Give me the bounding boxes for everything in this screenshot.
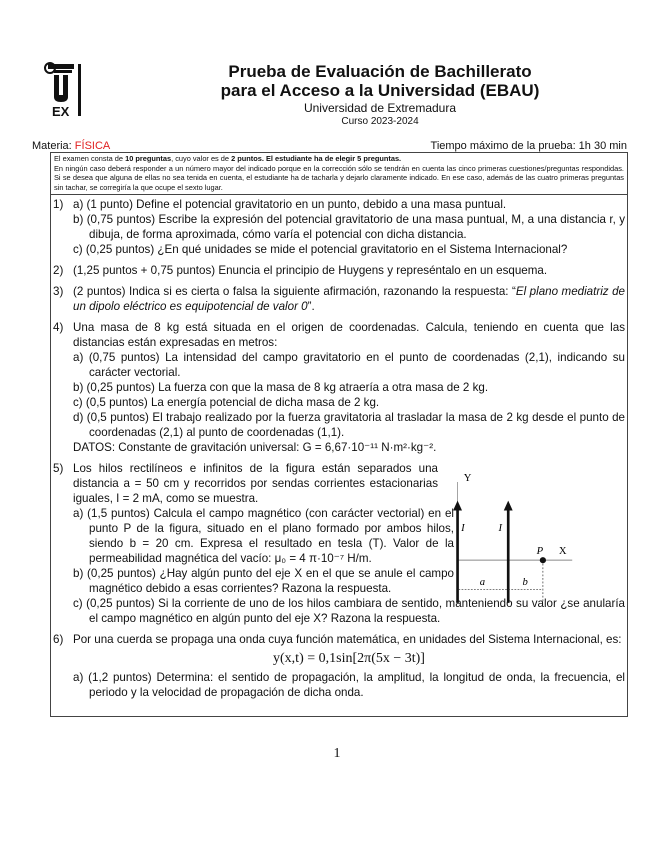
question-1 bbox=[53, 197, 625, 257]
course: Curso 2023-2024 bbox=[341, 116, 419, 127]
subject-line bbox=[32, 140, 110, 152]
q3-end: ”. bbox=[307, 300, 315, 313]
q6-a: a) (1,2 puntos) Determina: el sentido de propagación, la amplitud, la longitud de onda, la frecuencia, el periodo y la velocidad de propagación de dicha onda. bbox=[73, 671, 625, 699]
q5-b: b) (0,25 puntos) ¿Hay algún punto del eje X en el que se anule el campo magnético debido a esas corrientes? Razona la respuesta. bbox=[73, 567, 454, 595]
question-4 bbox=[53, 320, 625, 455]
q4-c: c) (0,5 puntos) La energía potencial de dicha masa de 2 kg. bbox=[73, 396, 380, 409]
instr-text: En ningún caso deberá responder a un número mayor del indicado porque en la corrección sólo se tendrán en cuenta las cinco primeras cuestiones/preguntas respondidas. Si se desea que alguna de ellas no sea tenida en cuenta, el estudiante ha de tacharla y dejarlo claramente indicado. En ese caso, además de las cuatro primeras preguntas sin tachar, se corregiría la que ocupe el sexto lugar. bbox=[54, 163, 624, 192]
q-number: 3) bbox=[53, 285, 64, 298]
arrow-up-icon bbox=[504, 501, 513, 511]
q4-intro: Una masa de 8 kg está situada en el origen de coordenadas. Calcula, teniendo en cuenta que las distancias están expresadas en metros: bbox=[73, 321, 625, 349]
wires-figure bbox=[446, 463, 606, 613]
page-footer bbox=[51, 716, 623, 762]
q3-text: (2 puntos) Indica si es cierta o falsa la siguiente afirmación, razonando la respuesta: “ bbox=[73, 285, 516, 298]
q1-a: a) (1 punto) Define el potencial gravitatorio en un punto, debido a una masa puntual. bbox=[73, 198, 507, 211]
q4-datos: DATOS: Constante de gravitación universal: G = 6,67·10⁻¹¹ N·m²·kg⁻². bbox=[73, 441, 437, 454]
b-label: b bbox=[522, 577, 528, 589]
q3-quote: El plano mediatriz de un dipolo eléctrico es equipotencial de valor 0 bbox=[73, 285, 625, 313]
wave-formula: y(x,t) = 0,1sin[2π(5x − 3t)] bbox=[273, 651, 425, 666]
title-line-2: para el Acceso a la Universidad (EBAU) bbox=[220, 81, 540, 100]
p-label: P bbox=[536, 546, 544, 557]
q5-a: a) (1,5 puntos) Calcula el campo magnético (con carácter vectorial) en el punto P de la figura, situado en el plano formado por ambos hilos, siendo b = 20 cm. Expresa el resultado en tesla (T). Valor de la permeabilidad magnética del vacío: μ₀ = 4 π·10⁻⁷ H/m. bbox=[73, 507, 454, 565]
q-number: 4) bbox=[53, 321, 64, 334]
subject-label: Materia: bbox=[32, 140, 75, 152]
q4-b: b) (0,25 puntos) La fuerza con que la masa de 8 kg atraería a otra masa de 2 kg. bbox=[73, 381, 489, 394]
q-number: 6) bbox=[53, 633, 64, 646]
q2-text: (1,25 puntos + 0,75 puntos) Enuncia el principio de Huygens y represéntalo en un esquema. bbox=[73, 264, 548, 277]
uex-logo bbox=[42, 58, 98, 120]
subject: FÍSICA bbox=[74, 140, 111, 152]
q1-c: c) (0,25 puntos) ¿En qué unidades se mide el potencial gravitatorio en el Sistema Internacional? bbox=[73, 243, 568, 256]
instr-text: El examen consta de bbox=[54, 154, 126, 163]
q-number: 2) bbox=[53, 264, 64, 277]
instructions-box bbox=[50, 152, 628, 195]
page-number: 1 bbox=[333, 746, 341, 761]
instr-bold: 10 preguntas bbox=[125, 154, 172, 163]
question-2 bbox=[53, 263, 625, 278]
q5-c: c) (0,25 puntos) Si la corriente de uno de los hilos cambiara de sentido, manteniendo su valor ¿se anularía el campo magnético en algún punto del eje X? Razona la respuesta. bbox=[73, 597, 625, 625]
current-label-2: I bbox=[498, 522, 503, 534]
questions-box bbox=[50, 193, 628, 761]
time-limit: Tiempo máximo de la prueba: 1h 30 min bbox=[430, 140, 627, 152]
current-label-1: I bbox=[461, 522, 465, 534]
q4-a: a) (0,75 puntos) La intensidad del campo gravitatorio en el punto de coordenadas (2,1), indicando su carácter vectorial. bbox=[73, 351, 625, 379]
q4-d: d) (0,5 puntos) El trabajo realizado por la fuerza gravitatoria al trasladar la masa de 2 kg desde el punto de coordenadas (2,1) al punto de coordenadas (1,1). bbox=[73, 411, 625, 439]
question-6 bbox=[53, 632, 625, 700]
q-number: 5) bbox=[53, 462, 64, 475]
q5-intro: Los hilos rectilíneos e infinitos de la figura están separados una distancia a = 50 cm y recorridos por sendas corrientes estacionarias iguales, I = 2 mA, como se muestra. bbox=[73, 462, 438, 505]
instr-text: , cuyo valor es de bbox=[171, 154, 232, 163]
question-3 bbox=[53, 284, 625, 314]
y-label: Y bbox=[463, 473, 472, 485]
q6-intro: Por una cuerda se propaga una onda cuya función matemática, en unidades del Sistema Internacional, es: bbox=[73, 633, 622, 646]
point-p bbox=[540, 557, 546, 563]
x-label: X bbox=[558, 546, 567, 557]
a-label: a bbox=[479, 577, 486, 589]
title-line-1: Prueba de Evaluación de Bachillerato bbox=[228, 62, 532, 81]
question-5 bbox=[53, 461, 625, 626]
svg-text:EX: EX bbox=[52, 104, 70, 119]
instr-bold: . El estudiante ha de elegir 5 preguntas. bbox=[261, 154, 402, 163]
q1-b: b) (0,75 puntos) Escribe la expresión del potencial gravitatorio de una masa puntual, M, a una distancia r, y dibuja, de forma aproximada, cómo varía el potencial con dicha distancia. bbox=[73, 213, 625, 241]
university: Universidad de Extremadura bbox=[303, 101, 457, 115]
arrow-up-icon bbox=[453, 501, 462, 511]
instr-bold: 2 puntos bbox=[231, 154, 262, 163]
q-number: 1) bbox=[53, 198, 64, 211]
